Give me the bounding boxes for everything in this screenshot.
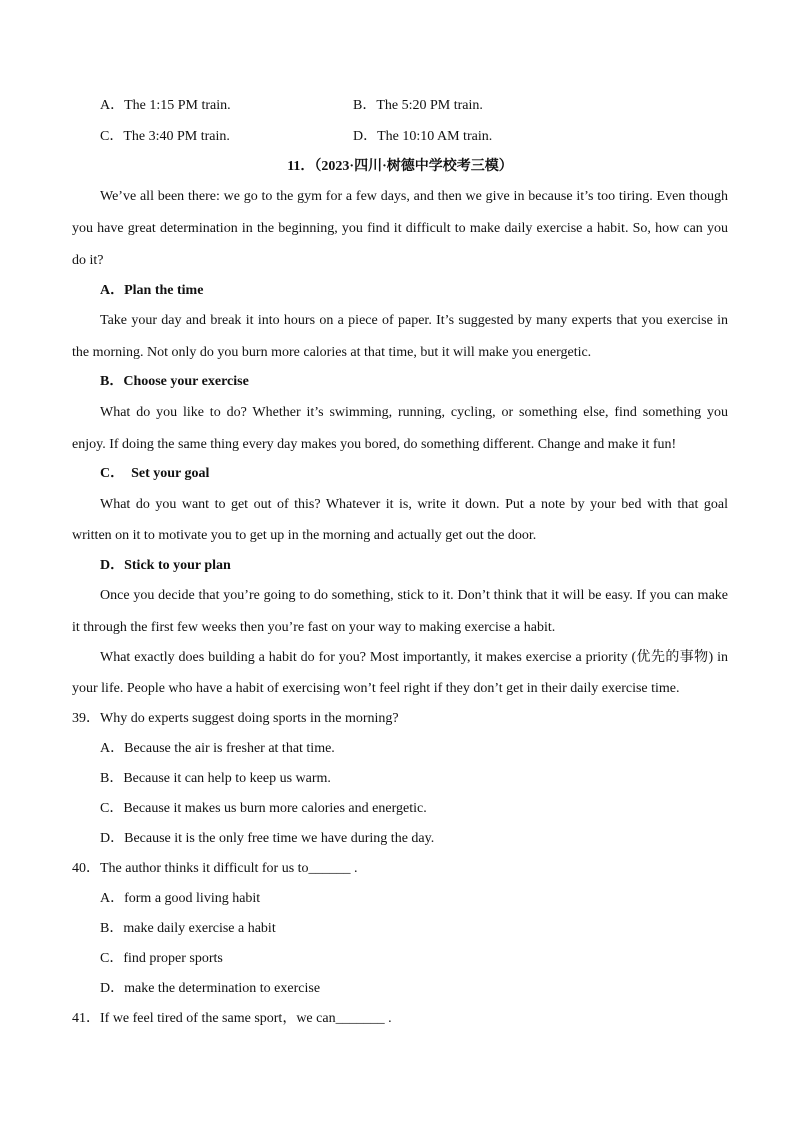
section-a-line-2: the morning. Not only do you burn more calories at that time, but it will make you energetic.	[72, 345, 592, 360]
closing-line-2: your life. People who have a habit of exercising won’t feel right if they don’t get in their daily exercise time.	[72, 681, 680, 696]
question-39-option-a: A．Because the air is fresher at that time.	[100, 741, 335, 756]
question-40-option-b: B．make daily exercise a habit	[100, 921, 276, 936]
section-heading-c: C． Set your goal	[100, 466, 210, 481]
prev-option-d: D．The 10:10 AM train.	[353, 129, 493, 144]
question-40-option-d: D．make the determination to exercise	[100, 981, 321, 996]
section-b-line-2: enjoy. If doing the same thing every day makes you bored, do something different. Change and make it fun!	[72, 437, 677, 452]
question-40-option-c: C．find proper sports	[100, 951, 223, 966]
prev-option-a: A．The 1:15 PM train.	[100, 98, 231, 113]
section-a-line-1: Take your day and break it into hours on a piece of paper. It’s suggested by many experts that you exercise in	[100, 313, 728, 328]
prev-option-b: B．The 5:20 PM train.	[353, 98, 483, 113]
section-b-line-1: What do you like to do? Whether it’s swimming, running, cycling, or something else, find something you	[100, 405, 728, 420]
question-39-option-b: B．Because it can help to keep us warm.	[100, 771, 331, 786]
question-41-stem: 41．If we feel tired of the same sport，we can_______ .	[72, 1011, 392, 1026]
section-c-line-2: written on it to motivate you to get up in the morning and actually get out the door.	[72, 528, 537, 543]
section-d-line-2: it through the first few weeks then you’re fast on your way to making exercise a habit.	[72, 620, 556, 635]
question-40-option-a: A．form a good living habit	[100, 891, 261, 906]
section-heading-a: A．Plan the time	[100, 283, 204, 298]
question-40-stem: 40．The author thinks it difficult for us to______ .	[72, 861, 358, 876]
section-c-line-1: What do you want to get out of this? Whatever it is, write it down. Put a note by your bed with that goal	[100, 497, 728, 512]
section-d-line-1: Once you decide that you’re going to do something, stick to it. Don’t think that it will be easy. If you can make	[100, 588, 728, 603]
question-39-option-d: D．Because it is the only free time we have during the day.	[100, 831, 435, 846]
section-heading-d: D．Stick to your plan	[100, 558, 231, 573]
intro-line-1: We’ve all been there: we go to the gym for a few days, and then we give in because it’s too tiring. Even though	[100, 189, 728, 204]
passage-title: 11．（2023·四川·树德中学校考三模）	[287, 159, 513, 174]
intro-line-2: you have great determination in the beginning, you find it difficult to make daily exercise a habit. So, how can you	[72, 221, 728, 236]
question-39-stem: 39．Why do experts suggest doing sports in the morning?	[72, 711, 399, 726]
closing-line-1: What exactly does building a habit do for you? Most importantly, it makes exercise a priority (优先的事物) in	[100, 650, 728, 665]
section-heading-b: B．Choose your exercise	[100, 374, 249, 389]
prev-option-c: C．The 3:40 PM train.	[100, 129, 230, 144]
intro-line-3: do it?	[72, 253, 104, 268]
question-39-option-c: C．Because it makes us burn more calories and energetic.	[100, 801, 427, 816]
